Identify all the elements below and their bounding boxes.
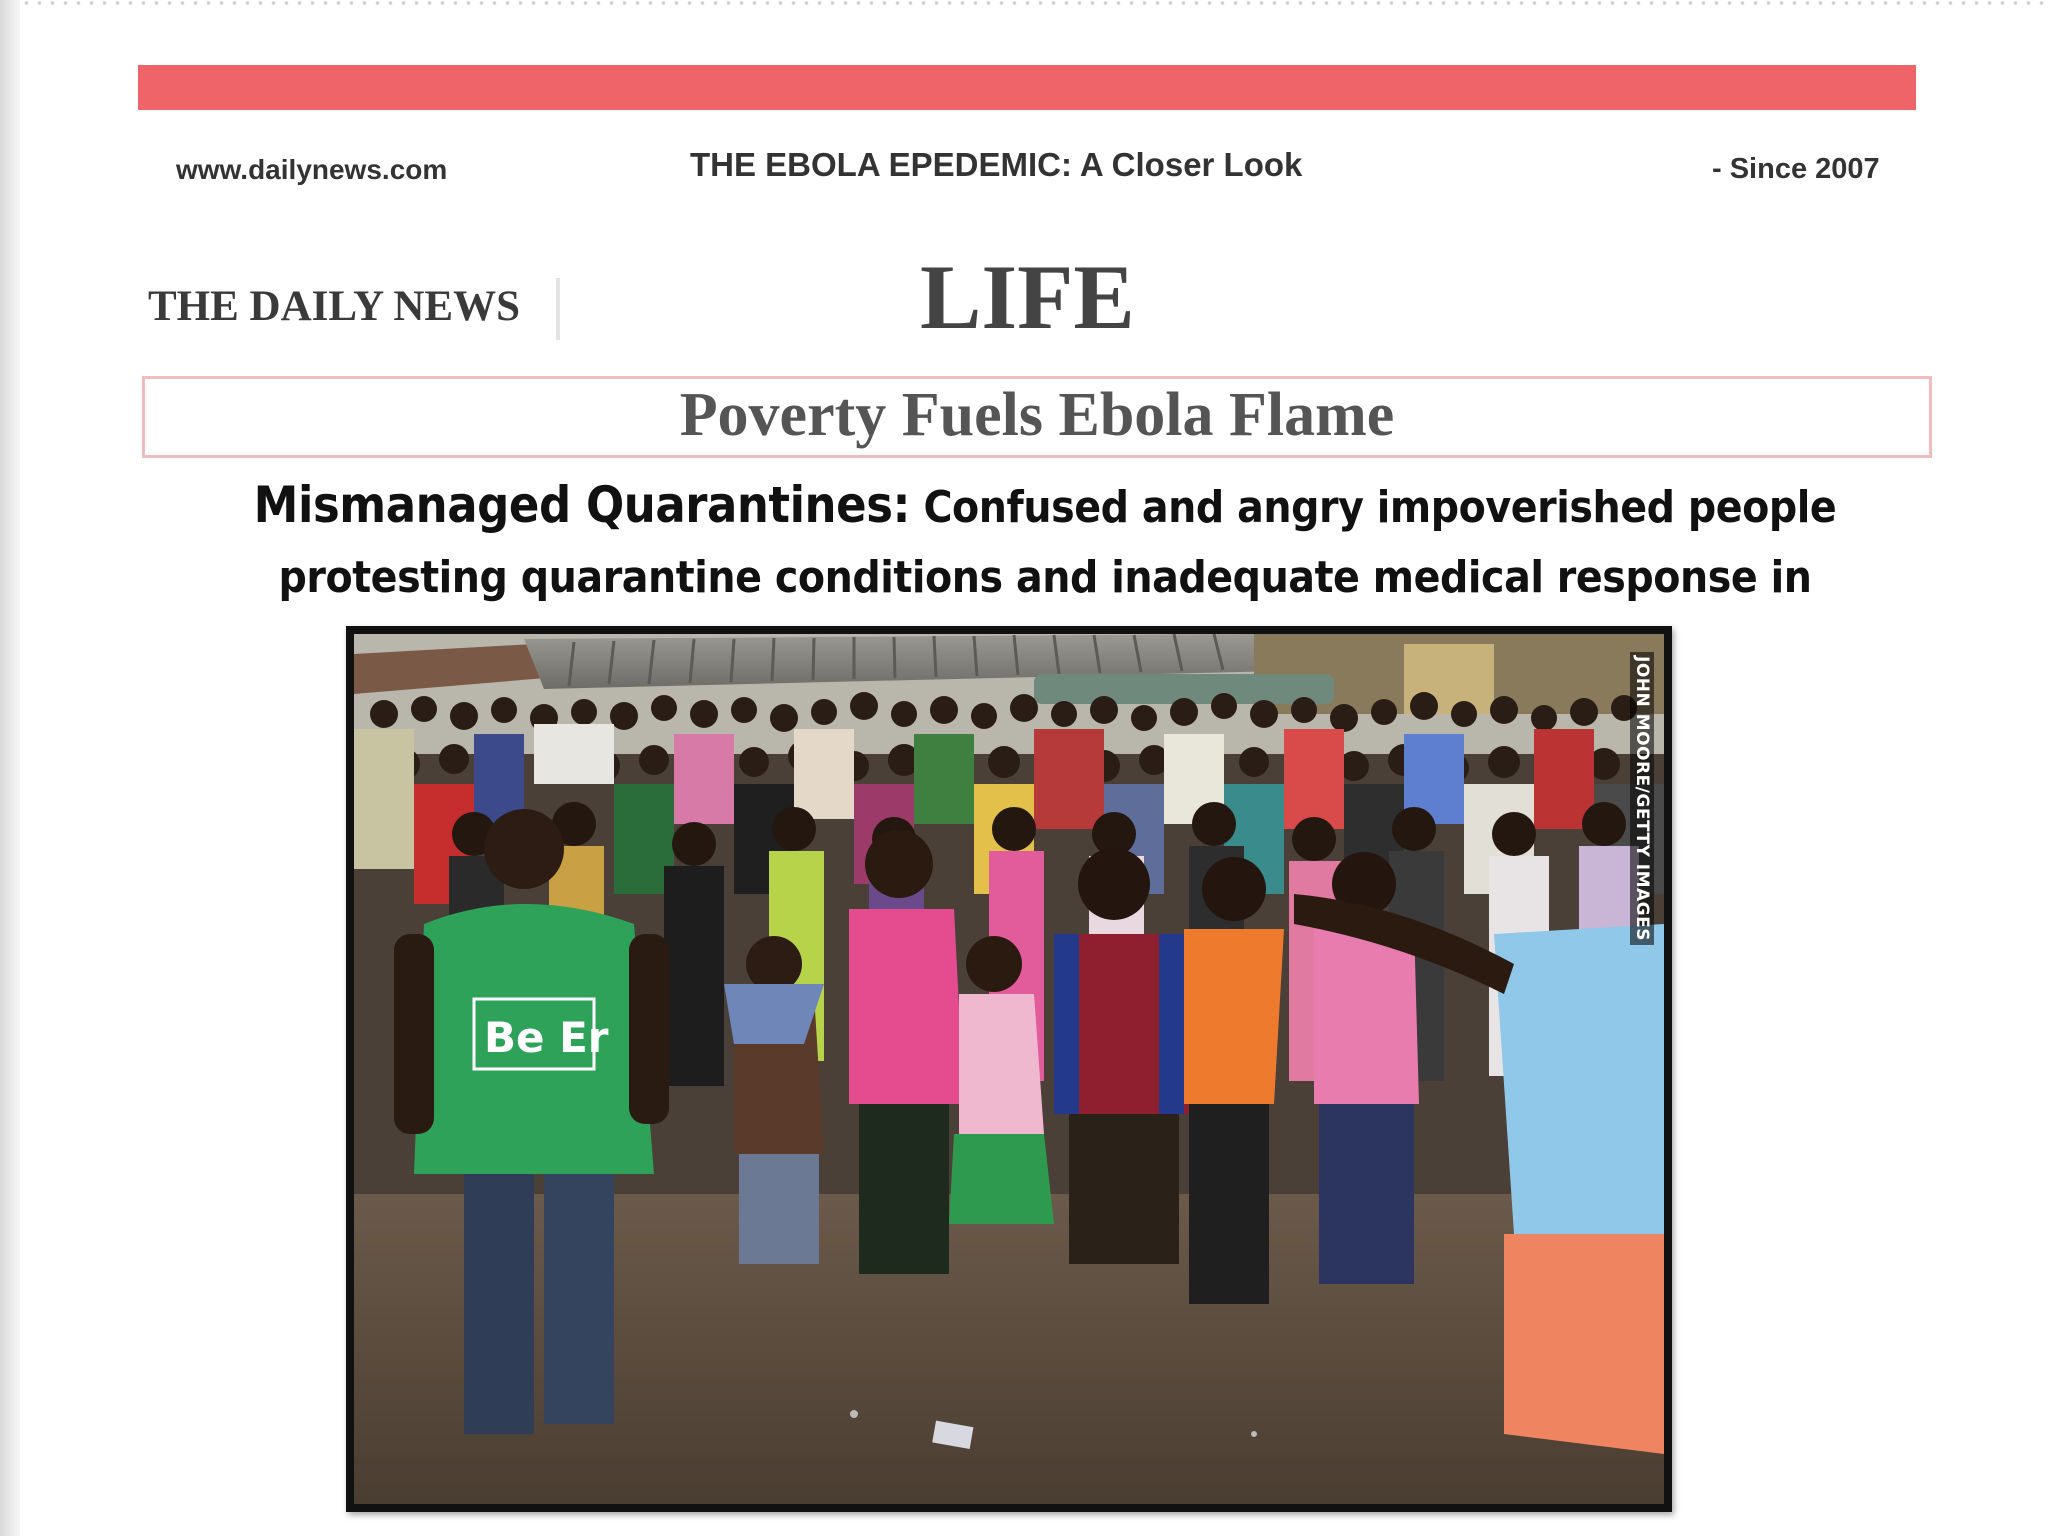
caption-lead: Mismanaged Quarantines: — [253, 476, 911, 534]
shirt-print: Be Er — [484, 1013, 609, 1062]
since-tagline: - Since 2007 — [1712, 153, 1880, 185]
section-title: LIFE — [920, 246, 1135, 348]
masthead-divider — [556, 278, 560, 340]
website-url[interactable]: www.dailynews.com — [176, 154, 448, 185]
newspaper-name: THE DAILY NEWS — [148, 283, 520, 330]
top-perforation — [20, 0, 2048, 6]
crowd-photo — [354, 634, 1664, 1504]
caption-body: Confused and angry impoverished people protesting quarantine conditions and inadequate medical response in — [278, 482, 1837, 603]
headline-box — [142, 376, 1932, 458]
accent-bar — [138, 65, 1916, 110]
photo-frame — [346, 626, 1672, 1512]
photo-credit: JOHN MOORE/GETTY IMAGES — [1630, 652, 1654, 945]
article-headline: Poverty Fuels Ebola Flame — [679, 380, 1395, 449]
series-kicker: THE EBOLA EPEDEMIC: A Closer Look — [690, 146, 1303, 183]
crowd-illustration — [354, 634, 1664, 1504]
page-left-margin — [0, 0, 20, 1536]
